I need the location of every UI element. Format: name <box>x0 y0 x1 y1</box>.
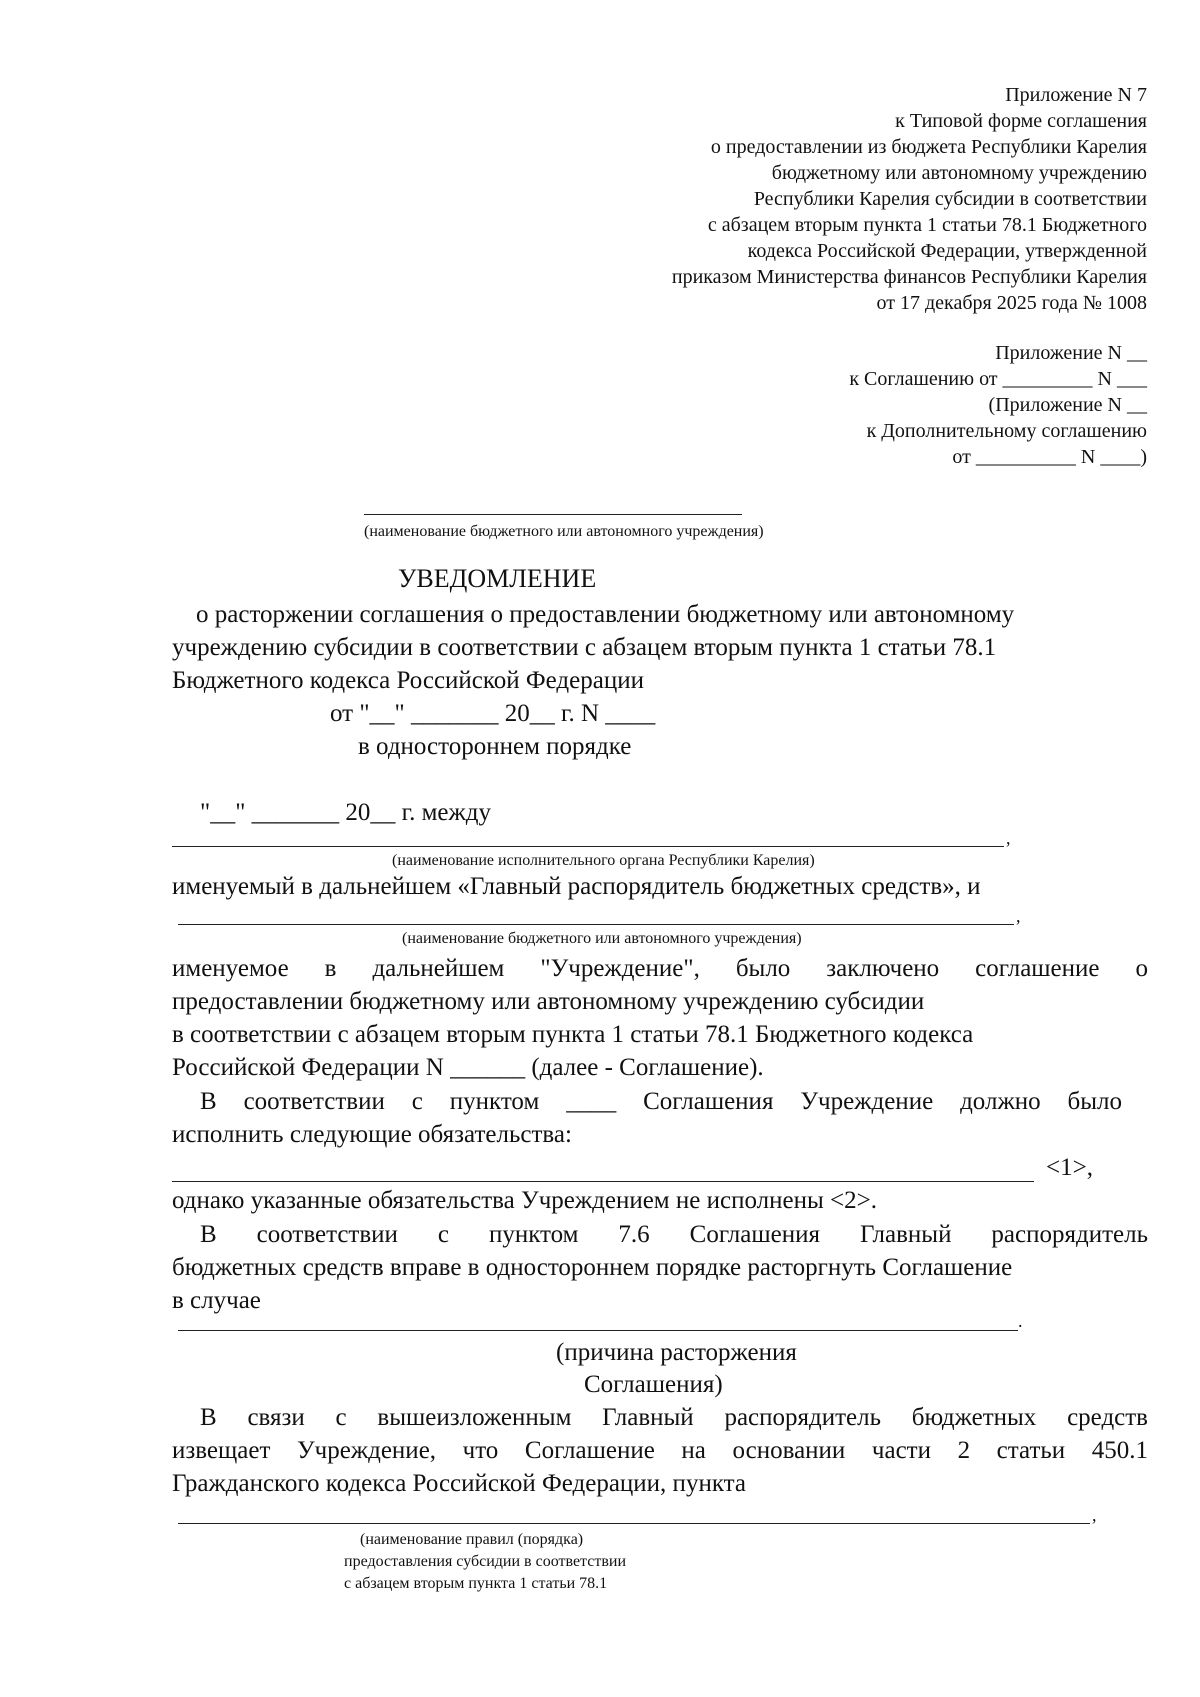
rules-caption: предоставления субсидии в соответствии <box>344 1553 627 1570</box>
appendix-line: от __________ N ____) <box>952 446 1147 468</box>
rules-comma: , <box>1092 1505 1097 1525</box>
rules-caption: (наименование правил (порядка) <box>360 1531 584 1548</box>
para1-line: предоставлении бюджетному или автономному учреждению субсидии <box>172 988 925 1015</box>
institution-name-line-2 <box>178 924 1014 925</box>
exec-name-line <box>172 846 1004 847</box>
para2-line: однако указанные обязательства Учреждением не исполнены <2>. <box>172 1187 877 1214</box>
reason-period: . <box>1018 1311 1023 1331</box>
subtitle-line: о расторжении соглашения о предоставлении бюджетному или автономному <box>196 601 1015 628</box>
subtitle-text: учреждению субсидии в соответствии с абзацем вторым пункта 1 статьи 78.1 <box>172 634 997 661</box>
para2-line: исполнить следующие обязательства: <box>172 1121 572 1148</box>
rules-caption: с абзацем вторым пункта 1 статьи 78.1 <box>344 1575 608 1592</box>
header-line: кодекса Российской Федерации, утвержденной <box>747 240 1147 262</box>
header-line: о предоставлении из бюджета Республики Карелия <box>710 136 1147 158</box>
para2-line: В соответствии с пунктом ____ Соглашения Учреждение должно было <box>200 1088 1122 1115</box>
para3-line: В соответствии с пунктом 7.6 Соглашения Главный распорядитель <box>200 1221 1148 1248</box>
subtitle-line <box>172 632 1148 664</box>
para4-line: В связи с вышеизложенным Главный распорядитель бюджетных средств <box>200 1404 1148 1431</box>
para1-line: в соответствии с абзацем вторым пункта 1 статьи 78.1 Бюджетного кодекса <box>172 1021 974 1048</box>
para3-line: в случае <box>172 1287 261 1314</box>
subtitle-line: Бюджетного кодекса Российской Федерации <box>172 667 644 694</box>
header-line: приказом Министерства финансов Республики Карелия <box>671 266 1147 288</box>
document-title: УВЕДОМЛЕНИЕ <box>398 564 597 593</box>
header-line: Приложение N 7 <box>1005 84 1147 106</box>
subtitle-date-line: от "__" _______ 20__ г. N ____ <box>330 700 656 727</box>
appendix-line: Приложение N __ <box>995 342 1147 364</box>
header-line: от 17 декабря 2025 года № 1008 <box>876 292 1147 314</box>
reason-caption: (причина расторжения <box>556 1339 797 1366</box>
appendix-block <box>849 340 1147 470</box>
named-main-line: именуемый в дальнейшем «Главный распорядитель бюджетных средств», и <box>172 873 981 900</box>
para1-line: именуемое в дальнейшем "Учреждение", было заключено соглашение о <box>172 955 1148 982</box>
date-line: "__" _______ 20__ г. между <box>200 799 492 826</box>
header-line: к Типовой форме соглашения <box>895 110 1147 132</box>
appendix-line: к Соглашению от _________ N ___ <box>849 368 1147 390</box>
footnote-1: <1>, <box>1046 1154 1093 1181</box>
obligations-line <box>172 1181 1034 1182</box>
header-line: Республики Карелия субсидии в соответствии <box>753 188 1147 210</box>
header-block <box>672 82 1147 316</box>
exec-caption: (наименование исполнительного органа Республики Карелия) <box>392 852 815 869</box>
para4-line: извещает Учреждение, что Соглашение на основании части 2 статьи 450.1 <box>172 1437 1148 1464</box>
appendix-line: (Приложение N __ <box>988 394 1147 416</box>
header-line: с абзацем вторым пункта 1 статьи 78.1 Бюджетного <box>707 214 1147 236</box>
para4-line: Гражданского кодекса Российской Федерации, пункта <box>172 1470 746 1497</box>
reason-caption: Соглашения) <box>584 1371 723 1398</box>
institution-comma: , <box>1016 906 1021 926</box>
appendix-line: к Дополнительному соглашению <box>866 420 1147 442</box>
institution-name-line <box>364 514 742 515</box>
rules-line <box>178 1523 1090 1524</box>
para3-line: бюджетных средств вправе в одностороннем порядке расторгнуть Соглашение <box>172 1254 1013 1281</box>
header-line: бюджетному или автономному учреждению <box>771 162 1147 184</box>
reason-line <box>178 1330 1018 1331</box>
institution-caption: (наименование бюджетного или автономного учреждения) <box>364 523 764 540</box>
institution-caption-2: (наименование бюджетного или автономного учреждения) <box>402 930 802 947</box>
para1-line: Российской Федерации N ______ (далее - Соглашение). <box>172 1054 764 1081</box>
subtitle-line: в одностороннем порядке <box>358 733 632 760</box>
exec-comma: , <box>1006 828 1011 848</box>
